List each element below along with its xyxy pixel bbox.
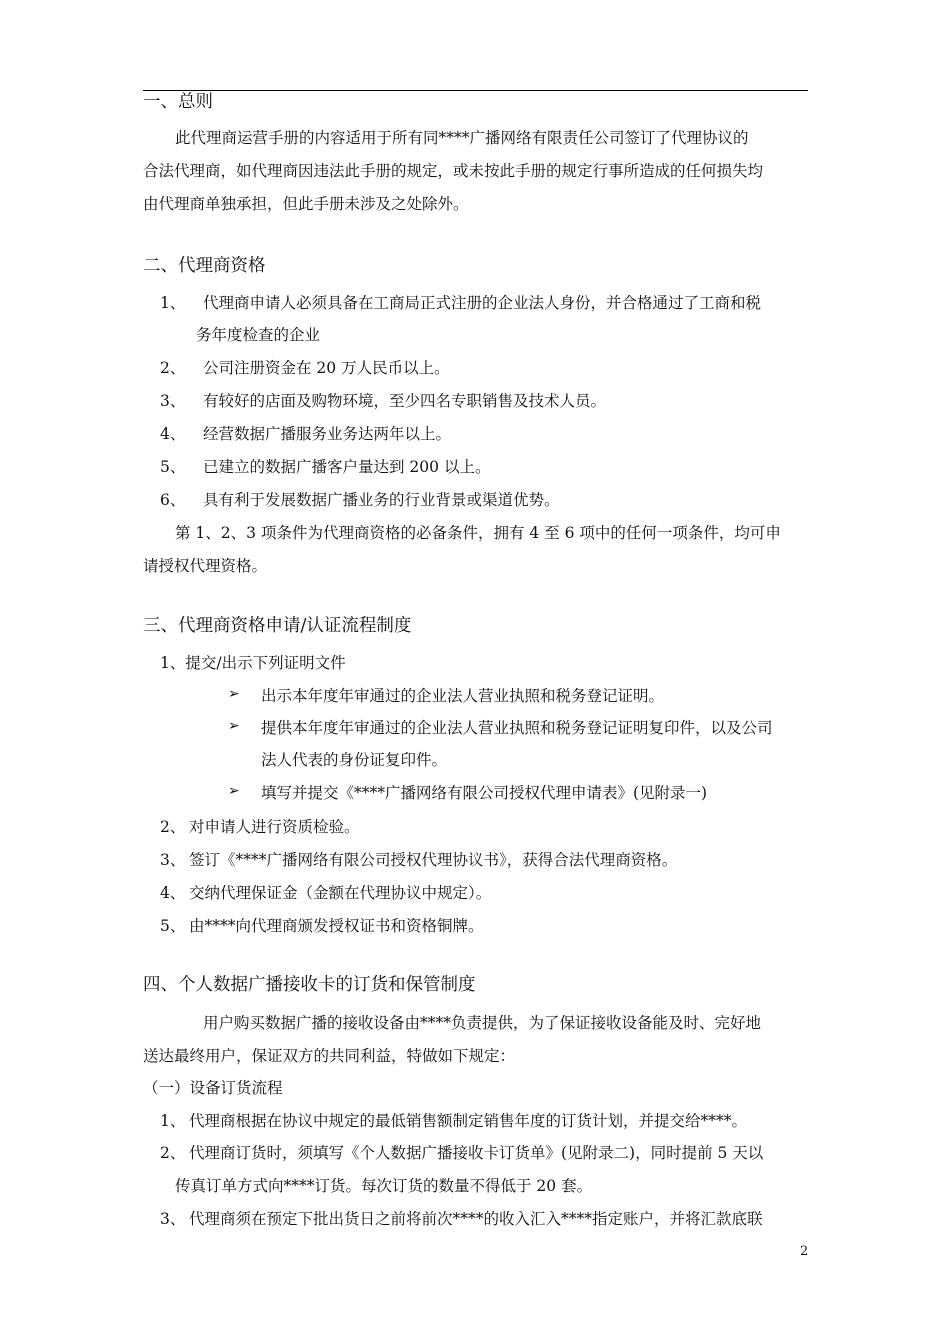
section-3-step-number: 2、 bbox=[160, 818, 186, 836]
section-2-item-number: 6、 bbox=[160, 491, 186, 509]
section-2-note-line: 第 1、2、3 项条件为代理商资格的必备条件，拥有 4 至 6 项中的任何一项条件，均可申 bbox=[175, 524, 781, 542]
section-2-item-text: 具有利于发展数据广播业务的行业背景或渠道优势。 bbox=[203, 491, 560, 509]
section-3-step-text: 由****向代理商颁发授权证书和资格铜牌。 bbox=[189, 917, 484, 935]
section-2-item-text: 公司注册资金在 20 万人民币以上。 bbox=[203, 359, 450, 377]
section-2-item-number: 2、 bbox=[160, 359, 186, 377]
section-1-para-line: 合法代理商，如代理商因违法此手册的规定，或未按此手册的规定行事所造成的任何损失均 bbox=[143, 162, 764, 180]
section-2-item-number: 1、 bbox=[160, 294, 186, 312]
section-2-item-text: 有较好的店面及购物环境，至少四名专职销售及技术人员。 bbox=[203, 392, 607, 410]
section-2-item-number: 4、 bbox=[160, 425, 186, 443]
arrow-bullet-icon: ➢ bbox=[228, 783, 240, 799]
section-4-item-text: 代理商须在预定下批出货日之前将前次****的收入汇入****指定账户，并将汇款底联 bbox=[189, 1210, 763, 1228]
section-3-step-number: 4、 bbox=[160, 884, 186, 902]
section-3-step-number: 3、 bbox=[160, 851, 186, 869]
section-3-step-text: 对申请人进行资质检验。 bbox=[189, 818, 360, 836]
section-4-item-number: 2、 bbox=[160, 1144, 186, 1162]
page-number: 2 bbox=[800, 1244, 809, 1259]
section-3-bullet-text: 出示本年度年审通过的企业法人营业执照和税务登记证明。 bbox=[261, 687, 665, 705]
section-4-item-text: 代理商订货时，须填写《个人数据广播接收卡订货单》(见附录二)，同时提前 5 天以 bbox=[189, 1144, 764, 1162]
section-4-item-number: 3、 bbox=[160, 1210, 186, 1228]
section-3-step-number: 5、 bbox=[160, 917, 186, 935]
section-4-para-line: 送达最终用户，保证双方的共同利益，特做如下规定： bbox=[143, 1047, 516, 1065]
section-3-step-1: 1、提交/出示下列证明文件 bbox=[160, 654, 346, 672]
section-1-heading: 一、总则 bbox=[143, 92, 213, 112]
section-2-heading: 二、代理商资格 bbox=[143, 256, 266, 276]
section-3-heading: 三、代理商资格申请/认证流程制度 bbox=[143, 616, 412, 636]
section-4-subheading: （一）设备订货流程 bbox=[143, 1079, 283, 1097]
arrow-bullet-icon: ➢ bbox=[228, 718, 240, 734]
section-2-item-text: 务年度检查的企业 bbox=[196, 326, 321, 344]
section-3-bullet-text: 法人代表的身份证复印件。 bbox=[261, 751, 448, 769]
arrow-bullet-icon: ➢ bbox=[228, 686, 240, 702]
section-2-item-text: 已建立的数据广播客户量达到 200 以上。 bbox=[203, 458, 491, 476]
section-3-step-text: 签订《****广播网络有限公司授权代理协议书》，获得合法代理商资格。 bbox=[189, 851, 678, 869]
section-2-item-number: 3、 bbox=[160, 392, 186, 410]
section-4-item-text: 传真订单方式向****订货。每次订货的数量不得低于 20 套。 bbox=[175, 1177, 593, 1195]
section-2-note-line: 请授权代理资格。 bbox=[143, 557, 268, 575]
section-4-item-number: 1、 bbox=[160, 1112, 186, 1130]
section-4-para-line: 用户购买数据广播的接收设备由****负责提供，为了保证接收设备能及时、完好地 bbox=[203, 1014, 762, 1032]
section-1-para-line: 由代理商单独承担，但此手册未涉及之处除外。 bbox=[143, 195, 469, 213]
section-3-step-text: 交纳代理保证金（金额在代理协议中规定）。 bbox=[189, 884, 492, 902]
section-2-item-text: 代理商申请人必须具备在工商局正式注册的企业法人身份，并合格通过了工商和税 bbox=[203, 294, 762, 312]
section-4-heading: 四、个人数据广播接收卡的订货和保管制度 bbox=[143, 975, 476, 995]
section-1-para-line: 此代理商运营手册的内容适用于所有同****广播网络有限责任公司签订了代理协议的 bbox=[175, 129, 749, 147]
section-3-bullet-text: 填写并提交《****广播网络有限公司授权代理申请表》(见附录一) bbox=[261, 784, 708, 802]
section-2-item-number: 5、 bbox=[160, 458, 186, 476]
section-4-item-text: 代理商根据在协议中规定的最低销售额制定销售年度的订货计划，并提交给****。 bbox=[189, 1112, 748, 1130]
section-2-item-text: 经营数据广播服务业务达两年以上。 bbox=[203, 425, 452, 443]
header-rule bbox=[143, 90, 808, 91]
section-3-bullet-text: 提供本年度年审通过的企业法人营业执照和税务登记证明复印件，以及公司 bbox=[261, 719, 773, 737]
